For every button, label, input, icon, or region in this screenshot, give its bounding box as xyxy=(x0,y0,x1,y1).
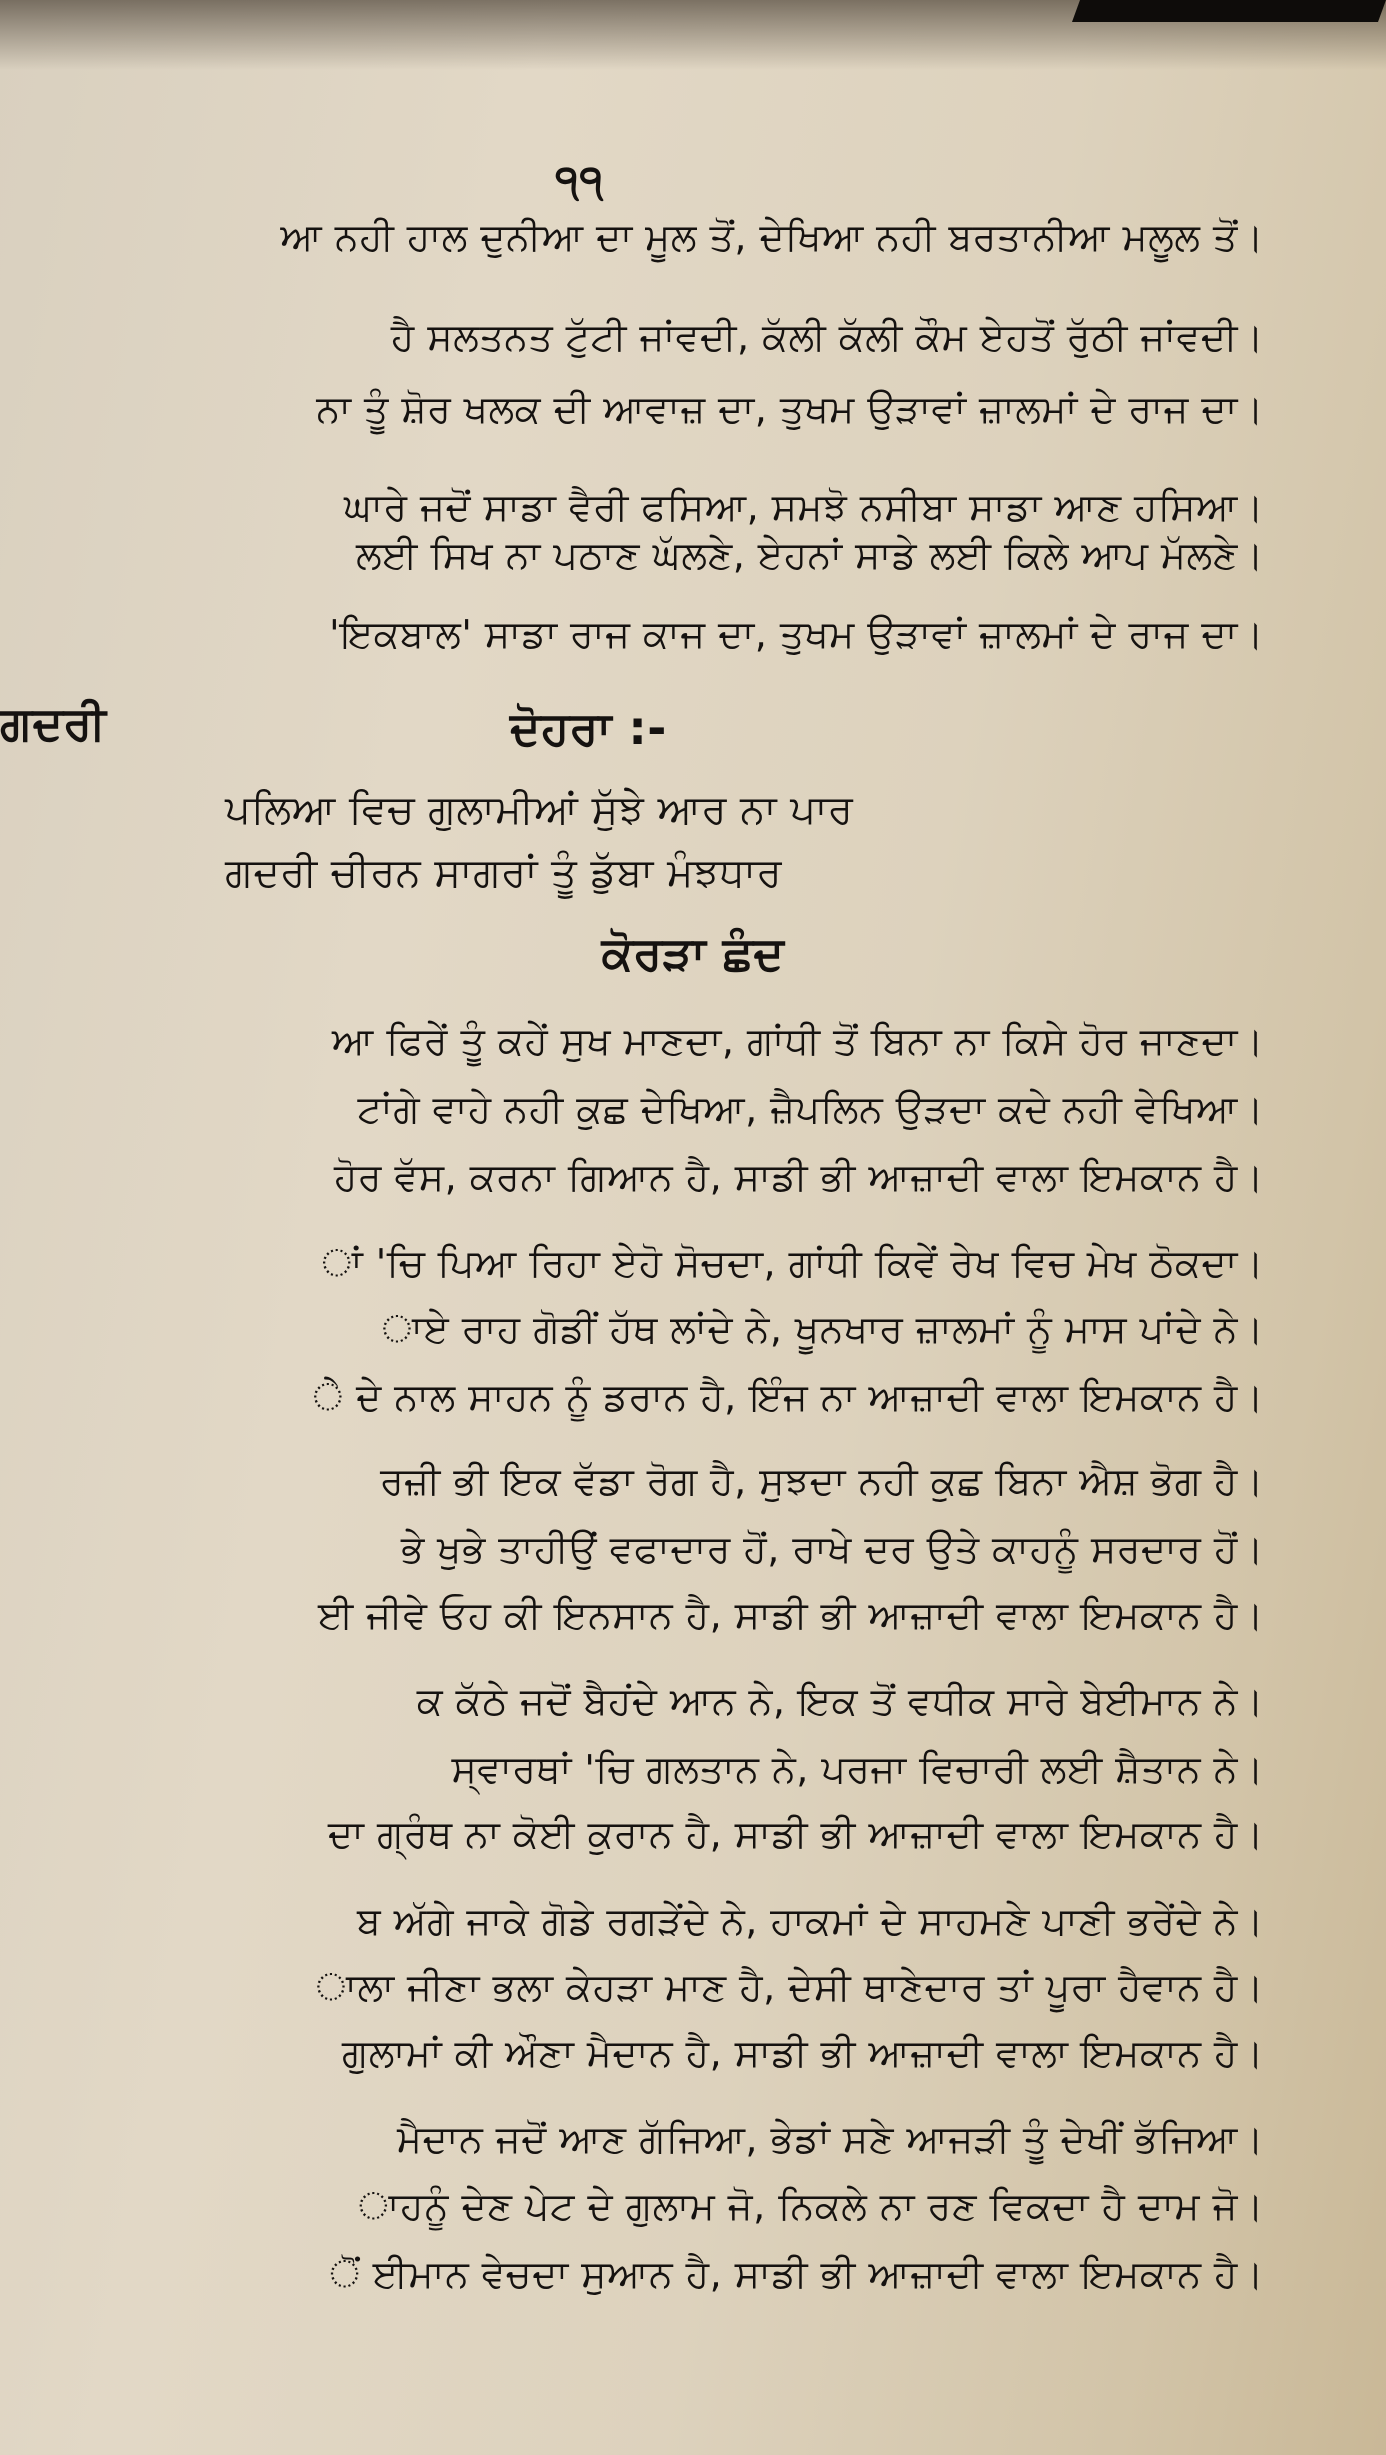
verse-line: ੋਂ ਈਮਾਨ ਵੇਚਦਾ ਸੁਆਨ ਹੈ, ਸਾਡੀ ਭੀ ਆਜ਼ਾਦੀ ਵਾਲਾ ਇਮਕਾਨ ਹੈ। xyxy=(329,2252,1264,2296)
verse-line: 'ਇਕਬਾਲ' ਸਾਡਾ ਰਾਜ ਕਾਜ ਦਾ, ਤੁਖਮ ਉੜਾਵਾਂ ਜ਼ਾਲਮਾਂ ਦੇ ਰਾਜ ਦਾ। xyxy=(329,612,1264,656)
doha-heading: ਦੋਹਰਾ :- xyxy=(510,701,667,755)
verse-line: ਘਾਰੇ ਜਦੋਂ ਸਾਡਾ ਵੈਰੀ ਫਸਿਆ, ਸਮਝੋ ਨਸੀਬਾ ਸਾਡਾ ਆਣ ਹਸਿਆ। xyxy=(343,485,1264,529)
verse-line: ਮੈਦਾਨ ਜਦੋਂ ਆਣ ਗੱਜਿਆ, ਭੇਡਾਂ ਸਣੇ ਆਜੜੀ ਤੂੰ ਦੇਖੀਂ ਭੱਜਿਆ। xyxy=(397,2117,1264,2161)
verse-line: ਟਾਂਗੇ ਵਾਹੇ ਨਹੀ ਕੁਛ ਦੇਖਿਆ, ਜ਼ੈਪਲਿਨ ਉੜਦਾ ਕਦੇ ਨਹੀ ਵੇਖਿਆ। xyxy=(357,1087,1264,1131)
page-number: ੧੧ xyxy=(555,156,604,207)
verse-line: ਹੈ ਸਲਤਨਤ ਟੁੱਟੀ ਜਾਂਵਦੀ, ਕੱਲੀ ਕੱਲੀ ਕੌਮ ਏਹਤੋਂ ਰੁੱਠੀ ਜਾਂਵਦੀ। xyxy=(390,315,1264,359)
verse-line: ਭੇ ਖੁਭੇ ਤਾਹੀਉਂ ਵਫਾਦਾਰ ਹੋਂ, ਰਾਖੇ ਦਰ ਉਤੇ ਕਾਹਨੂੰ ਸਰਦਾਰ ਹੋਂ। xyxy=(400,1527,1264,1571)
verse-line: ਆ ਫਿਰੇਂ ਤੂੰ ਕਹੇਂ ਸੁਖ ਮਾਣਦਾ, ਗਾਂਧੀ ਤੋਂ ਬਿਨਾ ਨਾ ਕਿਸੇ ਹੋਰ ਜਾਣਦਾ। xyxy=(331,1019,1264,1063)
verse-line: ਈ ਜੀਵੇ ਓਹ ਕੀ ਇਨਸਾਨ ਹੈ, ਸਾਡੀ ਭੀ ਆਜ਼ਾਦੀ ਵਾਲਾ ਇਮਕਾਨ ਹੈ। xyxy=(317,1593,1264,1637)
doha-line: ਗਦਰੀ ਚੀਰਨ ਸਾਗਰਾਂ ਤੂੰ ਡੁੱਬਾ ਮੰਝਧਾਰ xyxy=(225,850,782,896)
verse-line: ਾਏ ਰਾਹ ਗੋਡੀਂ ਹੱਥ ਲਾਂਦੇ ਨੇ, ਖੂਨਖਾਰ ਜ਼ਾਲਮਾਂ ਨੂੰ ਮਾਸ ਪਾਂਦੇ ਨੇ। xyxy=(381,1307,1264,1351)
verse-line: ਾਲਾ ਜੀਣਾ ਭਲਾ ਕੇਹੜਾ ਮਾਣ ਹੈ, ਦੇਸੀ ਥਾਣੇਦਾਰ ਤਾਂ ਪੂਰਾ ਹੈਵਾਨ ਹੈ। xyxy=(315,1965,1264,2009)
verse-line: ਰਜ਼ੀ ਭੀ ਇਕ ਵੱਡਾ ਰੋਗ ਹੈ, ਸੁਝਦਾ ਨਹੀ ਕੁਛ ਬਿਨਾ ਐਸ਼ ਭੋਗ ਹੈ। xyxy=(380,1459,1264,1503)
verse-line: ਾਹਨੂੰ ਦੇਣ ਪੇਟ ਦੇ ਗੁਲਾਮ ਜੋ, ਨਿਕਲੇ ਨਾ ਰਣ ਵਿਕਦਾ ਹੈ ਦਾਮ ਜੋ। xyxy=(358,2184,1264,2228)
verse-line: ਆ ਨਹੀ ਹਾਲ ਦੁਨੀਆ ਦਾ ਮੂਲ ਤੋਂ, ਦੇਖਿਆ ਨਹੀ ਬਰਤਾਨੀਆ ਮਲੂਲ ਤੋਂ। xyxy=(280,215,1264,259)
side-label: ਗਦਰੀ xyxy=(0,696,107,750)
chhand-heading: ਕੋਰੜਾ ਛੰਦ xyxy=(601,926,785,980)
page-edge-shadow xyxy=(1072,0,1386,22)
verse-line: ਹੋਰ ਵੱਸ, ਕਰਨਾ ਗਿਆਨ ਹੈ, ਸਾਡੀ ਭੀ ਆਜ਼ਾਦੀ ਵਾਲਾ ਇਮਕਾਨ ਹੈ। xyxy=(334,1155,1264,1199)
verse-line: ਨਾ ਤੂੰ ਸ਼ੋਰ ਖਲਕ ਦੀ ਆਵਾਜ਼ ਦਾ, ਤੁਖਮ ਉੜਾਵਾਂ ਜ਼ਾਲਮਾਂ ਦੇ ਰਾਜ ਦਾ। xyxy=(316,387,1264,431)
verse-line: ੇ ਦੇ ਨਾਲ ਸਾਹਨ ਨੂੰ ਡਰਾਨ ਹੈ, ਇੰਜ ਨਾ ਆਜ਼ਾਦੀ ਵਾਲਾ ਇਮਕਾਨ ਹੈ। xyxy=(312,1375,1264,1419)
doha-line: ਪਲਿਆ ਵਿਚ ਗੁਲਾਮੀਆਂ ਸੁੱਝੇ ਆਰ ਨਾ ਪਾਰ xyxy=(225,787,854,833)
verse-line: ਲਈ ਸਿਖ ਨਾ ਪਠਾਣ ਘੱਲਣੇ, ਏਹਨਾਂ ਸਾਡੇ ਲਈ ਕਿਲੇ ਆਪ ਮੱਲਣੇ। xyxy=(355,533,1264,577)
verse-line: ਬ ਅੱਗੇ ਜਾਕੇ ਗੋਡੇ ਰਗੜੇਂਦੇ ਨੇ, ਹਾਕਮਾਂ ਦੇ ਸਾਹਮਣੇ ਪਾਣੀ ਭਰੇਂਦੇ ਨੇ। xyxy=(357,1899,1264,1943)
verse-line: ਦਾ ਗ੍ਰੰਥ ਨਾ ਕੋਈ ਕੁਰਾਨ ਹੈ, ਸਾਡੀ ਭੀ ਆਜ਼ਾਦੀ ਵਾਲਾ ਇਮਕਾਨ ਹੈ। xyxy=(327,1812,1264,1856)
verse-line: ਾਂ 'ਚਿ ਪਿਆ ਰਿਹਾ ਏਹੋ ਸੋਚਦਾ, ਗਾਂਧੀ ਕਿਵੇਂ ਰੇਖ ਵਿਚ ਮੇਖ ਠੋਕਦਾ। xyxy=(321,1241,1264,1285)
verse-line: ਕ ਕੱਠੇ ਜਦੋਂ ਬੈਹਂਦੇ ਆਨ ਨੇ, ਇਕ ਤੋਂ ਵਧੀਕ ਸਾਰੇ ਬੇਈਮਾਨ ਨੇ। xyxy=(416,1679,1264,1723)
verse-line: ਗੁਲਾਮਾਂ ਕੀ ਔਣਾ ਮੈਦਾਨ ਹੈ, ਸਾਡੀ ਭੀ ਆਜ਼ਾਦੀ ਵਾਲਾ ਇਮਕਾਨ ਹੈ। xyxy=(341,2031,1264,2075)
verse-line: ਸ੍ਵਾਰਥਾਂ 'ਚਿ ਗਲਤਾਨ ਨੇ, ਪਰਜਾ ਵਿਚਾਰੀ ਲਈ ਸ਼ੈਤਾਨ ਨੇ। xyxy=(451,1747,1264,1791)
